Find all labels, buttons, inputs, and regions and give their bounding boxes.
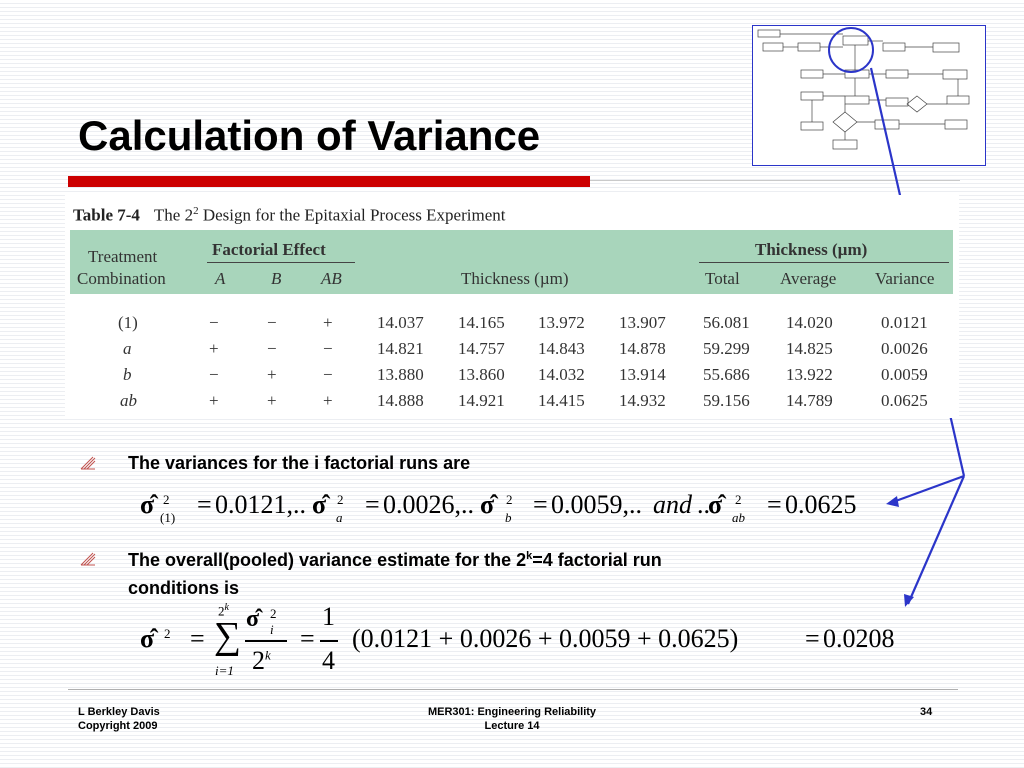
thickness-group-rule (699, 262, 949, 263)
eq1-sub: (1) (160, 510, 176, 525)
summation-symbol: ∑ (214, 615, 242, 657)
sum-upper-sup: k (224, 602, 229, 613)
header-thickness: Thickness (µm) (461, 269, 569, 288)
row-thickness-3: 14.032 (538, 365, 585, 384)
row-treatment: ab (120, 391, 137, 410)
header-average: Average (780, 269, 837, 288)
row-thickness-1: 13.880 (377, 365, 424, 384)
row-thickness-2: 14.921 (458, 391, 505, 410)
factorial-effect-rule (207, 262, 355, 263)
row-effect-a: − (209, 313, 219, 332)
row-thickness-4: 14.878 (619, 339, 666, 358)
footer-copyright: Copyright 2009 (78, 720, 158, 732)
row-effect-ab: − (323, 365, 333, 384)
bullet2-sup: k (526, 550, 533, 562)
row-average: 13.922 (786, 365, 833, 384)
row-thickness-1: 14.888 (377, 391, 424, 410)
row-variance: 0.0121 (881, 313, 928, 332)
row-average: 14.789 (786, 391, 833, 410)
footer-course (412, 705, 612, 733)
footer-divider (68, 689, 958, 690)
eq1-sub: b (505, 510, 512, 525)
sigma-hat: σ̂ (140, 624, 155, 653)
table-caption-text: The 2 (153, 205, 194, 225)
row-thickness-1: 14.821 (377, 339, 424, 358)
row-variance: 0.0059 (881, 365, 928, 384)
table-caption-label: Table 7-4 (73, 205, 140, 225)
footer-author-name: L Berkley Davis (78, 706, 160, 718)
row-effect-a: + (209, 339, 219, 358)
row-effect-ab: + (323, 313, 333, 332)
row-variance: 0.0026 (881, 339, 928, 358)
sum-upper-base: 2 (218, 603, 225, 619)
row-treatment: b (123, 365, 132, 384)
row-effect-b: + (267, 391, 277, 410)
row-variance: 0.0625 (881, 391, 928, 410)
equals-sign: = (767, 490, 782, 519)
equals-sign: = (197, 490, 212, 519)
eq1-sup: 2 (506, 492, 513, 507)
eq1-sup: 2 (163, 492, 170, 507)
eq1-sub: ab (732, 510, 745, 525)
pooled-variance-result: 0.0208 (823, 624, 895, 653)
and-text: and (653, 490, 692, 519)
flowchart-thumbnail (752, 25, 986, 166)
title-accent-bar (68, 176, 590, 187)
row-effect-a: − (209, 365, 219, 384)
eq1-dots: .. (697, 490, 710, 519)
header-variance: Variance (875, 269, 935, 288)
eq1-sup: 2 (337, 492, 344, 507)
row-thickness-3: 13.972 (538, 313, 585, 332)
design-table (65, 195, 959, 418)
page-number: 34 (920, 706, 933, 718)
sigma-hat: σ̂ (312, 490, 327, 519)
frac-num-sup: 2 (270, 606, 277, 621)
bullet-text-pooled-variance (128, 550, 662, 571)
row-thickness-3: 14.415 (538, 391, 585, 410)
row-thickness-4: 14.932 (619, 391, 666, 410)
frac-den-sup: k (265, 647, 271, 663)
row-thickness-2: 14.757 (458, 339, 505, 358)
row-average: 14.825 (786, 339, 833, 358)
eq1-value: 0.0625 (785, 490, 857, 519)
row-total: 59.299 (703, 339, 750, 358)
equals-sign: = (533, 490, 548, 519)
frac-num-sigma: σ̂ (246, 606, 260, 632)
title-divider (590, 180, 960, 181)
header-effect-ab: AB (321, 269, 342, 288)
sigma-hat: σ̂ (708, 490, 723, 519)
footer-course-name: MER301: Engineering Reliability (427, 706, 597, 718)
equals-sign: = (805, 624, 820, 653)
row-thickness-2: 14.165 (458, 313, 505, 332)
sigma-hat: σ̂ (140, 490, 155, 519)
header-treatment-line2: Combination (77, 269, 166, 288)
table-caption-rest: Design for the Epitaxial Process Experiment (198, 205, 506, 225)
one-quarter-den: 4 (322, 646, 335, 675)
sigma-hat: σ̂ (480, 490, 495, 519)
row-effect-ab: − (323, 339, 333, 358)
bullet-text-variances: The variances for the i factorial runs are (128, 453, 471, 473)
sum-expression: (0.0121 + 0.0026 + 0.0059 + 0.0625) (352, 624, 739, 653)
header-factorial-effect: Factorial Effect (212, 240, 326, 259)
row-thickness-1: 14.037 (377, 313, 424, 332)
row-treatment: a (123, 339, 132, 358)
fraction-bar (245, 640, 287, 642)
bullet2-part2: =4 factorial run (532, 550, 662, 570)
row-effect-a: + (209, 391, 219, 410)
eq1-sub: a (336, 510, 343, 525)
frac-den (252, 646, 271, 676)
slide-title: Calculation of Variance (78, 112, 541, 159)
equals-sign: = (190, 624, 205, 653)
frac-den-base: 2 (252, 646, 265, 675)
eq1-sup: 2 (735, 492, 742, 507)
row-thickness-4: 13.914 (619, 365, 666, 384)
row-total: 59.156 (703, 391, 750, 410)
header-effect-b: B (271, 269, 282, 288)
bullet2-line2: conditions is (128, 578, 240, 598)
row-thickness-2: 13.860 (458, 365, 505, 384)
row-total: 56.081 (703, 313, 750, 332)
table-caption (73, 205, 505, 226)
eq2-sup: 2 (164, 626, 171, 641)
frac-num-sub: i (270, 622, 274, 637)
bullet-icon (80, 552, 96, 566)
row-effect-b: − (267, 313, 277, 332)
bullet2-part1: The overall(pooled) variance estimate for the 2 (128, 550, 527, 570)
row-effect-b: − (267, 339, 277, 358)
sum-lower-limit: i=1 (215, 663, 234, 678)
row-total: 55.686 (703, 365, 750, 384)
header-treatment-line1: Treatment (88, 247, 158, 266)
equals-sign: = (365, 490, 380, 519)
quarter-bar (320, 640, 338, 642)
header-total: Total (705, 269, 740, 288)
eq1-value: 0.0026,.. (383, 490, 474, 519)
header-thickness-group: Thickness (µm) (755, 240, 868, 259)
eq1-value: 0.0059,.. (551, 490, 642, 519)
one-quarter-num: 1 (322, 602, 335, 631)
footer-author (78, 705, 160, 733)
row-average: 14.020 (786, 313, 833, 332)
table-caption-sup: 2 (193, 205, 199, 217)
row-effect-ab: + (323, 391, 333, 410)
bullet-icon (80, 456, 96, 470)
row-treatment: (1) (118, 313, 138, 332)
header-effect-a: A (215, 269, 226, 288)
eq1-value: 0.0121,.. (215, 490, 306, 519)
row-thickness-4: 13.907 (619, 313, 666, 332)
equals-sign: = (300, 624, 315, 653)
row-thickness-3: 14.843 (538, 339, 585, 358)
footer-lecture: Lecture 14 (484, 720, 540, 732)
row-effect-b: + (267, 365, 277, 384)
